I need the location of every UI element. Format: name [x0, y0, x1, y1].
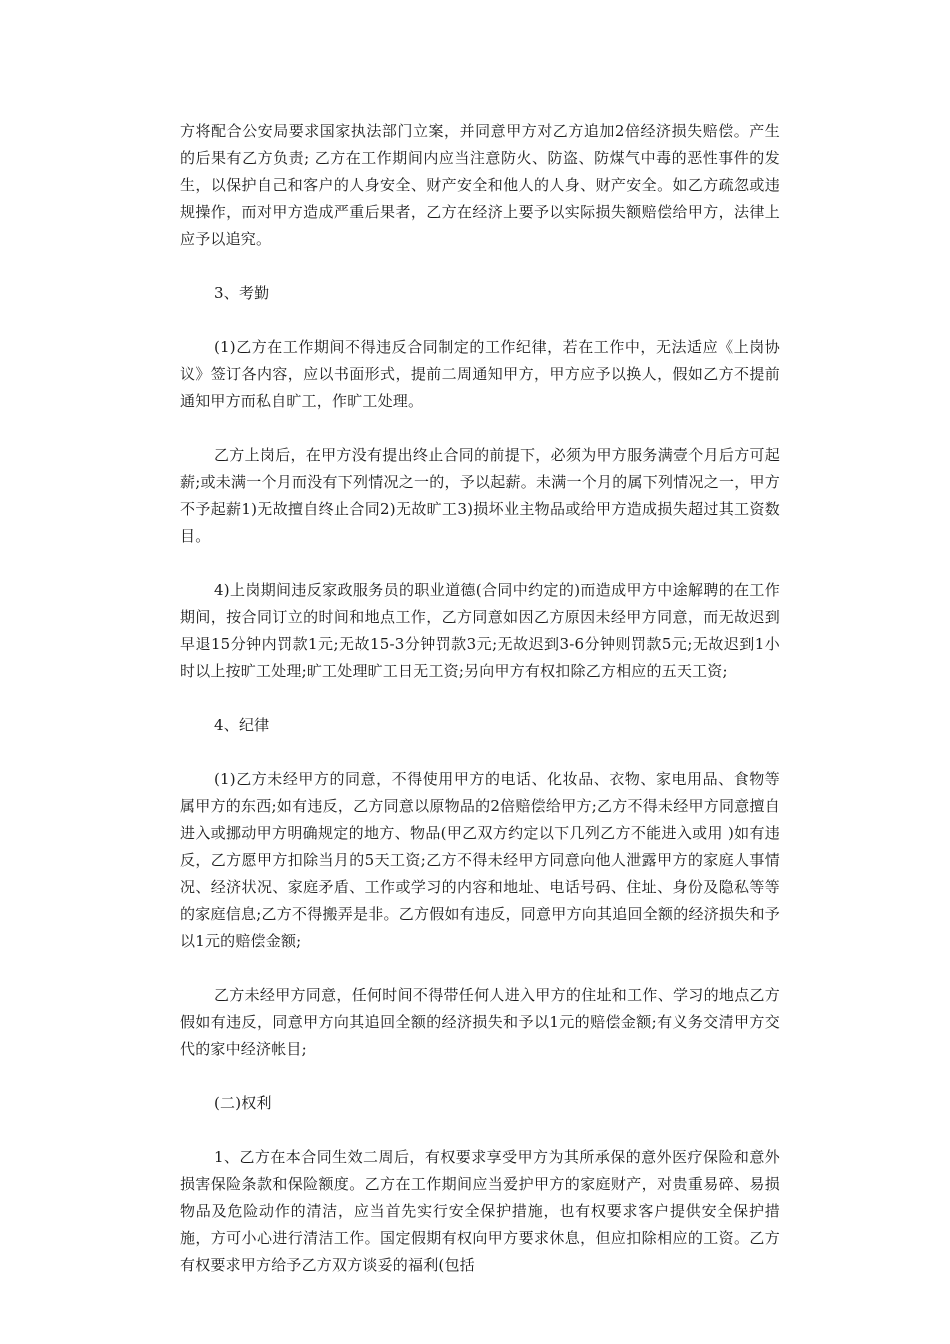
document-body	[180, 118, 780, 1306]
heading-rights: (二)权利	[214, 1094, 272, 1112]
paragraph-discipline-visitors: 乙方未经甲方同意，任何时间不得带任何人进入甲方的住址和工作、学习的地点乙方假如有违反，同意甲方向其追回全额的经济损失和予以1元的赔偿金额;有义务交清甲方交代的家中经济帐目;	[180, 986, 780, 1058]
paragraph-discipline-1: (1)乙方未经甲方的同意，不得使用甲方的电话、化妆品、衣物、家电用品、食物等属甲方的东西;如有违反，乙方同意以原物品的2倍赔偿给甲方;乙方不得未经甲方同意擅自进入或挪动甲方明确规定的地方、物品(甲乙双方约定以下几列乙方不能进入或用 )如有违反，乙方愿甲方扣除当月的5天工资;乙方不得未经甲方同意向他人泄露甲方的家庭人事情况、经济状况、家庭矛盾、工作或学习的内容和地址、电话号码、住址、身份及隐私等等的家庭信息;乙方不得搬弄是非。乙方假如有违反，同意甲方向其追回全额的经济损失和予以1元的赔偿金额;	[180, 770, 780, 950]
heading-attendance: 3、考勤	[214, 284, 270, 302]
paragraph-salary-start: 乙方上岗后，在甲方没有提出终止合同的前提下，必须为甲方服务满壹个月后方可起薪;或未满一个月而没有下列情况之一的，予以起薪。未满一个月的属下列情况之一，甲方不予起薪1)无故擅自终止合同2)无故旷工3)损坏业主物品或给甲方造成损失超过其工资数目。	[180, 446, 780, 545]
paragraph-liability: 方将配合公安局要求国家执法部门立案，并同意甲方对乙方追加2倍经济损失赔偿。产生的后果有乙方负责; 乙方在工作期间内应当注意防火、防盗、防煤气中毒的恶性事件的发生，以保护自己和客户的人身安全、财产安全和他人的人身、财产安全。如乙方疏忽或违规操作，而对甲方造成严重后果者，乙方在经济上要予以实际损失额赔偿给甲方，法律上应予以追究。	[180, 122, 780, 248]
paragraph-attendance-1: (1)乙方在工作期间不得违反合同制定的工作纪律，若在工作中，无法适应《上岗协议》签订各内容，应以书面形式，提前二周通知甲方，甲方应予以换人，假如乙方不提前通知甲方而私自旷工，作旷工处理。	[180, 338, 780, 410]
paragraph-attendance-4: 4)上岗期间违反家政服务员的职业道德(合同中约定的)而造成甲方中途解聘的在工作期间，按合同订立的时间和地点工作，乙方同意如因乙方原因未经甲方同意，而无故迟到早退15分钟内罚款1元;无故15-3分钟罚款3元;无故迟到3-6分钟则罚款5元;无故迟到1小时以上按旷工处理;旷工处理旷工日无工资;另向甲方有权扣除乙方相应的五天工资;	[180, 581, 780, 680]
paragraph-rights-1: 1、乙方在本合同生效二周后，有权要求享受甲方为其所承保的意外医疗保险和意外损害保险条款和保险额度。乙方在工作期间应当爱护甲方的家庭财产，对贵重易碎、易损物品及危险动作的清洁，应当首先实行安全保护措施，也有权要求客户提供安全保护措施，方可小心进行清洁工作。国定假期有权向甲方要求休息，但应扣除相应的工资。乙方有权要求甲方给予乙方双方谈妥的福利(包括	[180, 1148, 780, 1274]
heading-discipline: 4、纪律	[214, 716, 270, 734]
